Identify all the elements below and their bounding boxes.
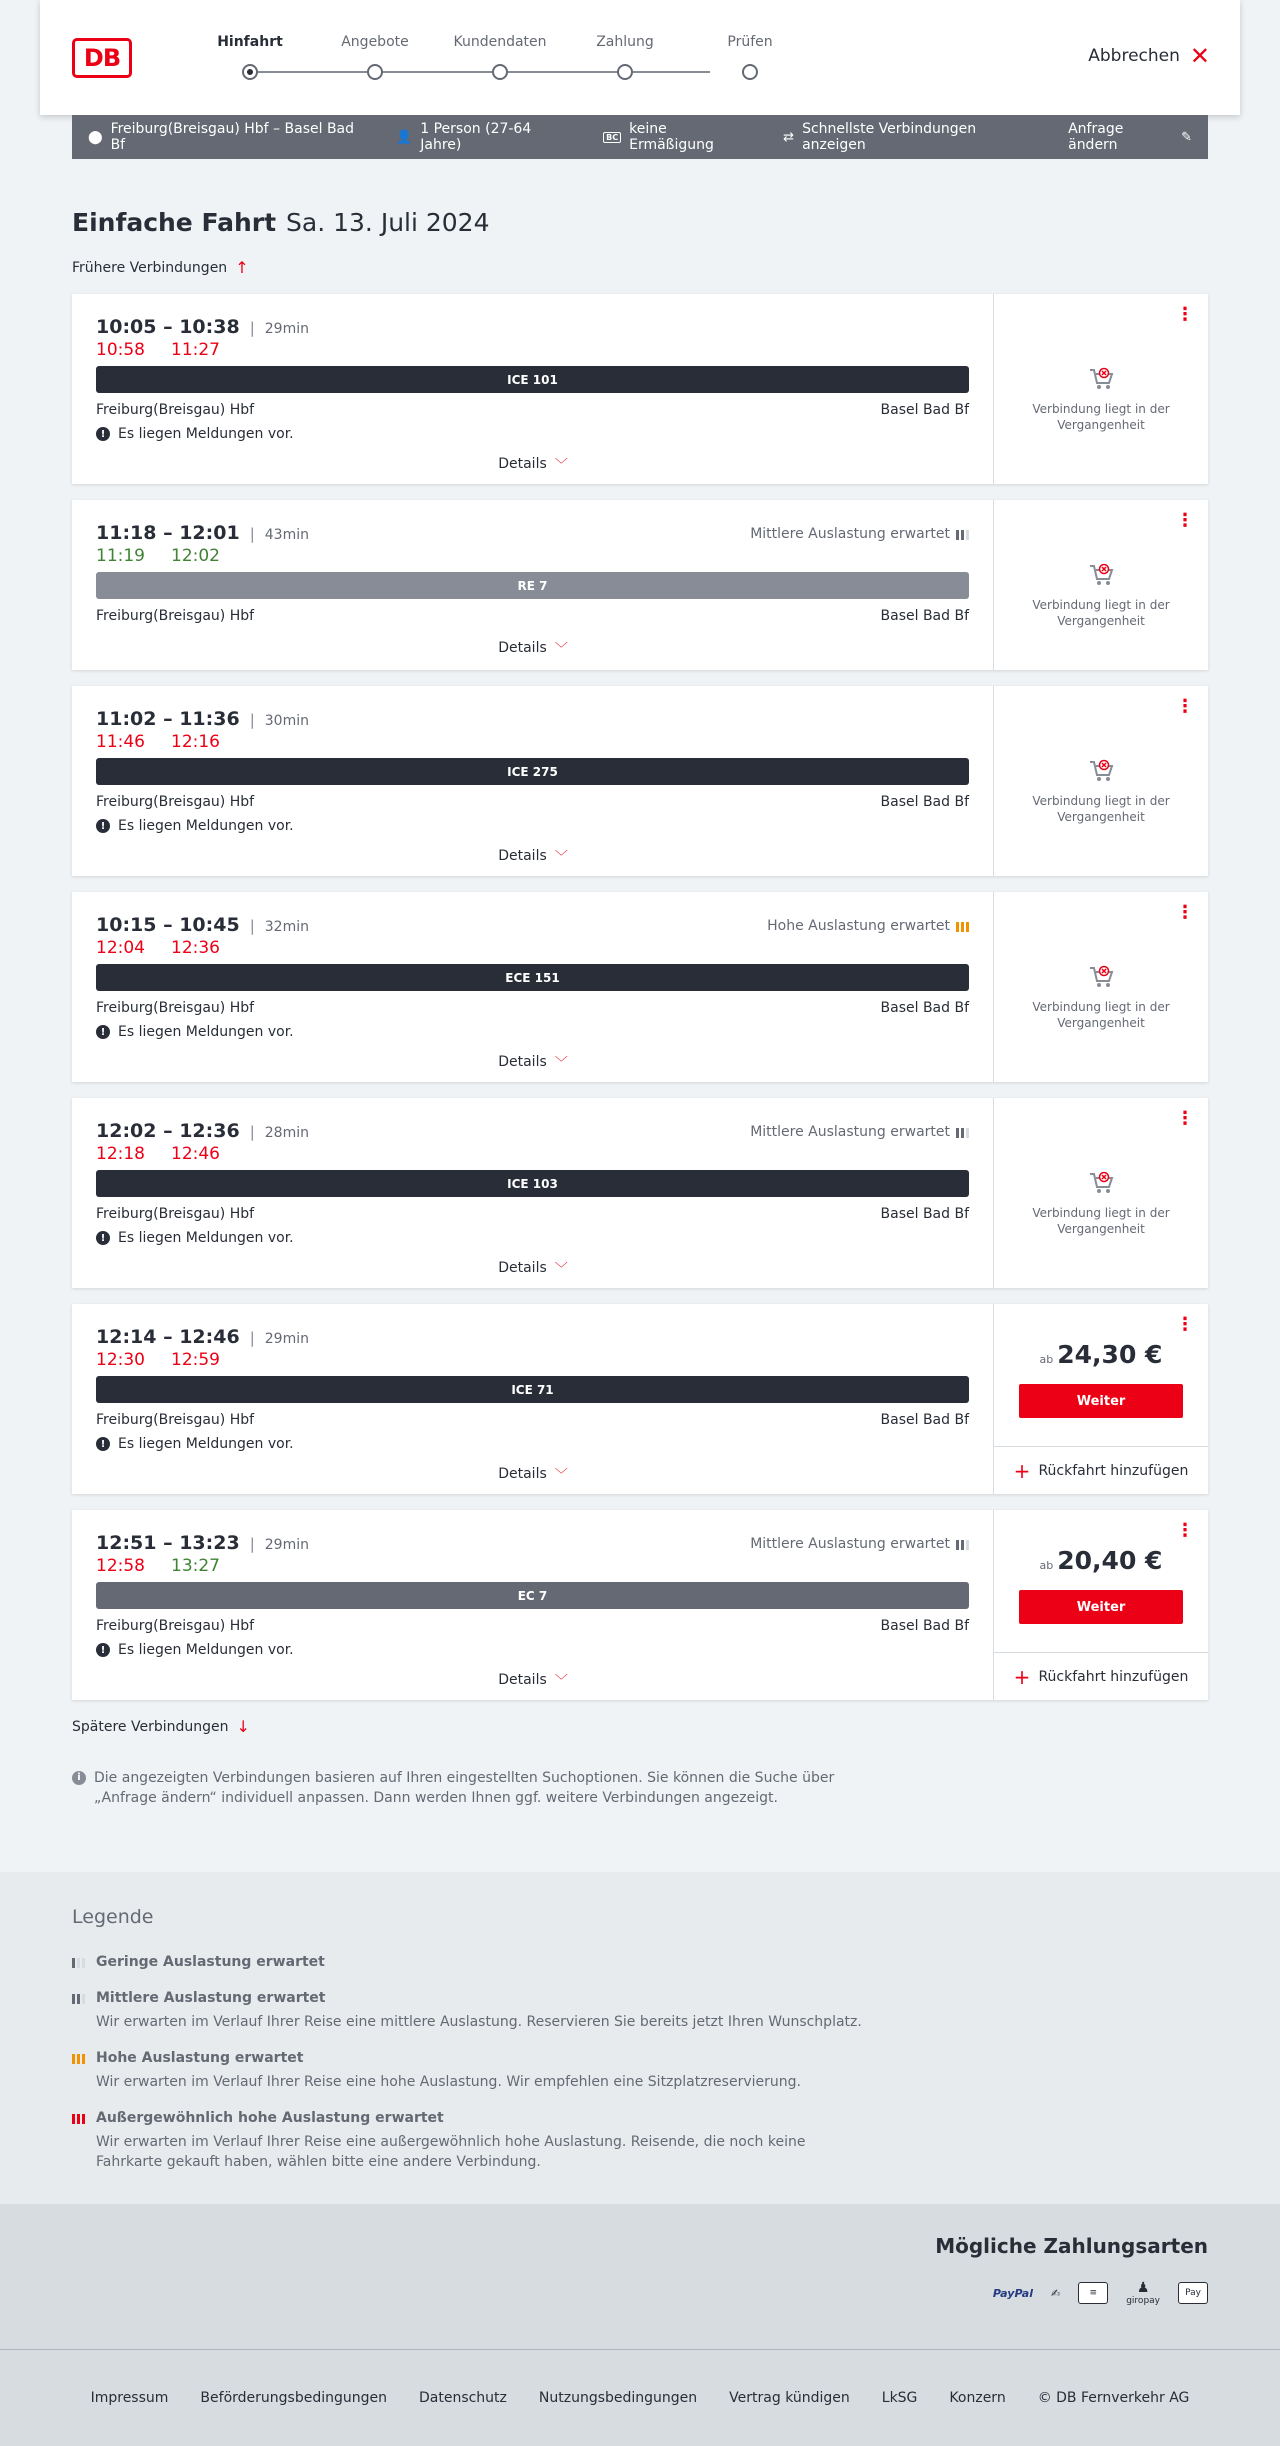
info-text: Die angezeigten Verbindungen basieren auf Ihren eingestellten Suchoptionen. Sie können die Suche über „Anfrage ändern“ individuell anpassen. Dann werden Ihnen ggf. weitere Verbindungen angezeigt. — [94, 1770, 835, 1806]
plus-icon: + — [1013, 1664, 1031, 1689]
details-toggle[interactable] — [72, 638, 994, 657]
step-label: Zahlung — [596, 34, 654, 50]
chevron-down-icon: ﹀ — [554, 1674, 568, 1689]
realtime-arrival: 12:16 — [171, 732, 220, 752]
time-range: 12:02 – 12:36 — [96, 1120, 240, 1142]
origin-station: Freiburg(Breisgau) Hbf — [96, 1618, 255, 1634]
separator: | — [249, 711, 255, 729]
connection-card[interactable] — [72, 500, 1208, 670]
exclamation-icon: ! — [96, 1437, 110, 1451]
past-connection-notice: Verbindung liegt in der Vergangenheit — [1032, 402, 1170, 432]
footer-links — [0, 2390, 1280, 2406]
details-toggle[interactable] — [72, 1670, 994, 1689]
load-mid-icon — [956, 1538, 969, 1550]
details-toggle[interactable] — [72, 1052, 994, 1071]
realtime-departure: 11:19 — [96, 546, 145, 566]
step-angebote — [315, 34, 435, 50]
trip-type: Einfache Fahrt — [72, 208, 277, 237]
connection-details-panel — [72, 686, 994, 876]
step-dot — [492, 64, 508, 80]
load-indicator — [750, 1124, 969, 1140]
add-return-button[interactable] — [994, 1652, 1208, 1700]
scheduled-times — [96, 316, 309, 338]
arrow-down-icon: ↓ — [236, 1717, 250, 1736]
separator: | — [249, 319, 255, 337]
footer-link-befoerderung[interactable]: Beförderungsbedingungen — [200, 2390, 387, 2406]
origin-station: Freiburg(Breisgau) Hbf — [96, 1000, 255, 1016]
realtime-arrival: 13:27 — [171, 1556, 220, 1576]
separator: | — [249, 1329, 255, 1347]
footer-link-konzern[interactable]: Konzern — [949, 2390, 1006, 2406]
train-bar[interactable]: ICE 71 — [96, 1376, 969, 1403]
pencil-icon: ✎ — [1181, 129, 1192, 145]
duration: 29min — [264, 321, 309, 337]
stations — [96, 608, 969, 624]
continue-button[interactable]: Weiter — [1019, 1590, 1183, 1624]
realtime-departure: 12:30 — [96, 1350, 145, 1370]
realtime-arrival: 12:02 — [171, 546, 220, 566]
cart-unavailable-icon — [1087, 963, 1115, 991]
message-text: Es liegen Meldungen vor. — [118, 818, 294, 834]
legend-item-high — [72, 2050, 872, 2092]
message-notice — [96, 1642, 294, 1658]
route-text: Freiburg(Breisgau) Hbf – Basel Bad Bf — [110, 121, 355, 153]
connection-details-panel — [72, 1304, 994, 1494]
realtime-times — [96, 546, 220, 566]
connection-details-panel — [72, 500, 994, 670]
step-label: Angebote — [341, 34, 409, 50]
load-text: Hohe Auslastung erwartet — [767, 918, 950, 934]
earlier-connections-link[interactable] — [72, 258, 249, 277]
payment-logos — [993, 2280, 1208, 2306]
details-label: Details — [498, 639, 547, 656]
message-notice — [96, 426, 294, 442]
time-range: 12:51 – 13:23 — [96, 1532, 240, 1554]
chevron-down-icon: ﹀ — [554, 1262, 568, 1277]
load-indicator — [767, 918, 969, 934]
details-label: Details — [498, 1259, 547, 1276]
realtime-arrival: 12:36 — [171, 938, 220, 958]
giropay-label: giropay — [1126, 2296, 1160, 2306]
destination-station: Basel Bad Bf — [880, 1000, 969, 1016]
more-options-icon[interactable]: ⋮ — [1176, 696, 1194, 717]
train-bar[interactable]: ECE 151 — [96, 964, 969, 991]
exclamation-icon: ! — [96, 1643, 110, 1657]
swap-icon: ⇄ — [783, 129, 795, 145]
more-options-icon[interactable]: ⋮ — [1176, 304, 1194, 325]
message-text: Es liegen Meldungen vor. — [118, 1230, 294, 1246]
realtime-departure: 12:04 — [96, 938, 145, 958]
load-text: Mittlere Auslastung erwartet — [750, 1536, 950, 1552]
realtime-departure: 12:18 — [96, 1144, 145, 1164]
load-indicator — [750, 526, 969, 542]
destination-station: Basel Bad Bf — [880, 402, 969, 418]
price-value: 24,30 € — [1057, 1340, 1163, 1369]
legend-item-title: Hohe Auslastung erwartet — [96, 2050, 304, 2066]
details-toggle[interactable] — [72, 454, 994, 473]
continue-button[interactable]: Weiter — [1019, 1384, 1183, 1418]
realtime-departure: 10:58 — [96, 340, 145, 360]
message-text: Es liegen Meldungen vor. — [118, 426, 294, 442]
time-range: 10:15 – 10:45 — [96, 914, 240, 936]
scheduled-times — [96, 1120, 309, 1142]
legend-item-extreme — [72, 2110, 872, 2172]
message-notice — [96, 818, 294, 834]
footer-link-kuendigen[interactable]: Vertrag kündigen — [729, 2390, 850, 2406]
later-label: Spätere Verbindungen — [72, 1718, 229, 1735]
stations — [96, 1206, 969, 1222]
person-icon: 👤 — [396, 129, 413, 145]
train-bar[interactable]: ICE 275 — [96, 758, 969, 785]
persons-info — [396, 121, 571, 153]
scheduled-times — [96, 522, 309, 544]
legend-item-low — [72, 1954, 872, 1970]
offer-panel — [994, 892, 1208, 1082]
price-prefix: ab — [1039, 1353, 1054, 1366]
exclamation-icon: ! — [96, 1231, 110, 1245]
cart-unavailable-icon — [1087, 757, 1115, 785]
destination-station: Basel Bad Bf — [880, 1206, 969, 1222]
load-mid-icon — [72, 1992, 85, 2004]
later-connections-link[interactable] — [72, 1717, 250, 1736]
offer-panel — [994, 1304, 1208, 1494]
footer-copyright: © DB Fernverkehr AG — [1037, 2390, 1190, 2406]
connection-details-panel — [72, 294, 994, 484]
legend-item-desc: Wir erwarten im Verlauf Ihrer Reise eine mittlere Auslastung. Reservieren Sie bereits jetzt Ihren Wunschplatz. — [96, 2014, 862, 2030]
scheduled-times — [96, 1326, 309, 1348]
message-notice — [96, 1024, 294, 1040]
load-high-icon — [72, 2052, 85, 2064]
footer-link-lksg[interactable]: LkSG — [881, 2390, 918, 2406]
load-high-icon — [956, 920, 969, 932]
offer-panel — [994, 1510, 1208, 1700]
legend-item-desc: Wir erwarten im Verlauf Ihrer Reise eine außergewöhnlich hohe Auslastung. Reisende, die noch keine Fahrkarte gekauft haben, wählen bitte eine andere Verbindung. — [96, 2134, 806, 2170]
legend-item-title: Mittlere Auslastung erwartet — [96, 1990, 326, 2006]
fastest-text: Schnellste Verbindungen anzeigen — [802, 121, 977, 153]
scheduled-times — [96, 914, 309, 936]
step-pruefen — [690, 34, 810, 50]
cart-unavailable-icon — [1087, 561, 1115, 589]
persons-text: 1 Person (27-64 Jahre) — [420, 121, 532, 153]
discount-info — [603, 121, 751, 153]
scheduled-times — [96, 708, 309, 730]
price-prefix: ab — [1039, 1559, 1054, 1572]
booking-stepper — [210, 34, 773, 84]
connection-details-panel — [72, 1098, 994, 1288]
details-label: Details — [498, 455, 547, 472]
realtime-departure: 12:58 — [96, 1556, 145, 1576]
stations — [96, 1412, 969, 1428]
step-label: Kundendaten — [453, 34, 547, 50]
location-pin-icon: ⬤ — [88, 129, 103, 145]
price — [994, 1340, 1208, 1369]
separator: | — [249, 525, 255, 543]
payment-methods-section — [0, 2204, 1280, 2349]
trip-date: Sa. 13. Juli 2024 — [286, 208, 490, 237]
details-label: Details — [498, 1465, 547, 1482]
step-label: Hinfahrt — [217, 34, 283, 50]
plus-icon: + — [1013, 1458, 1031, 1483]
duration: 32min — [264, 919, 309, 935]
search-info-note — [72, 1768, 862, 1808]
step-kundendaten — [440, 34, 560, 50]
separator: | — [249, 1123, 255, 1141]
past-connection-notice: Verbindung liegt in der Vergangenheit — [1032, 1206, 1170, 1236]
paypal-logo: PayPal — [992, 2286, 1033, 2300]
footer — [0, 2349, 1280, 2446]
origin-station: Freiburg(Breisgau) Hbf — [96, 1412, 255, 1428]
realtime-arrival: 12:59 — [171, 1350, 220, 1370]
message-notice — [96, 1436, 294, 1452]
origin-station: Freiburg(Breisgau) Hbf — [96, 608, 255, 624]
chevron-down-icon: ﹀ — [554, 1468, 568, 1483]
sepa-icon: ≡ — [1078, 2282, 1108, 2304]
db-logo[interactable]: DB — [72, 38, 132, 78]
load-extreme-icon — [72, 2112, 85, 2124]
chevron-down-icon: ﹀ — [554, 1056, 568, 1071]
realtime-times — [96, 732, 220, 752]
legend-item-desc: Wir erwarten im Verlauf Ihrer Reise eine hohe Auslastung. Wir empfehlen eine Sitzplatzreservierung. — [96, 2074, 801, 2090]
payment-methods-title: Mögliche Zahlungsarten — [935, 2234, 1208, 2258]
connection-card[interactable] — [72, 686, 1208, 876]
train-bar[interactable]: EC 7 — [96, 1582, 969, 1609]
separator: | — [249, 917, 255, 935]
add-return-button[interactable] — [994, 1446, 1208, 1494]
details-toggle[interactable] — [72, 846, 994, 865]
separator: | — [249, 1535, 255, 1553]
connection-card[interactable] — [72, 1304, 1208, 1494]
step-dot — [742, 64, 758, 80]
scheduled-times — [96, 1532, 309, 1554]
stepper-line — [250, 71, 710, 73]
destination-station: Basel Bad Bf — [880, 794, 969, 810]
offer-panel — [994, 1098, 1208, 1288]
connection-card[interactable] — [72, 1098, 1208, 1288]
price-value: 20,40 € — [1057, 1546, 1163, 1575]
duration: 29min — [264, 1537, 309, 1553]
realtime-arrival: 11:27 — [171, 340, 220, 360]
legend-section — [0, 1872, 1280, 2204]
earlier-label: Frühere Verbindungen — [72, 259, 228, 276]
close-icon: ✕ — [1189, 42, 1210, 70]
message-text: Es liegen Meldungen vor. — [118, 1436, 294, 1452]
add-return-label: Rückfahrt hinzufügen — [1038, 1668, 1189, 1685]
discount-text: keine Ermäßigung — [629, 121, 714, 153]
cancel-label: Abbrechen — [1088, 46, 1180, 66]
time-range: 12:14 – 12:46 — [96, 1326, 240, 1348]
message-text: Es liegen Meldungen vor. — [118, 1642, 294, 1658]
details-label: Details — [498, 1053, 547, 1070]
duration: 30min — [264, 713, 309, 729]
realtime-departure: 11:46 — [96, 732, 145, 752]
connection-card[interactable] — [72, 1510, 1208, 1700]
footer-link-impressum[interactable]: Impressum — [90, 2390, 169, 2406]
destination-station: Basel Bad Bf — [880, 1618, 969, 1634]
details-toggle[interactable] — [72, 1464, 994, 1483]
realtime-times — [96, 1350, 220, 1370]
direct-debit-icon: ✍ — [1051, 2286, 1061, 2300]
load-text: Mittlere Auslastung erwartet — [750, 526, 950, 542]
apple-pay-logo — [1178, 2282, 1208, 2304]
legend-item-title: Geringe Auslastung erwartet — [96, 1954, 325, 1970]
legend-title: Legende — [72, 1906, 154, 1928]
load-text: Mittlere Auslastung erwartet — [750, 1124, 950, 1140]
train-bar[interactable]: ICE 103 — [96, 1170, 969, 1197]
destination-station: Basel Bad Bf — [880, 1412, 969, 1428]
footer-link-datenschutz[interactable]: Datenschutz — [418, 2390, 507, 2406]
step-dot — [242, 64, 258, 80]
duration: 29min — [264, 1331, 309, 1347]
origin-station: Freiburg(Breisgau) Hbf — [96, 794, 255, 810]
stations — [96, 402, 969, 418]
more-options-icon[interactable]: ⋮ — [1176, 510, 1194, 531]
load-mid-icon — [956, 528, 969, 540]
giropay-logo: ♟ giropay — [1126, 2280, 1160, 2306]
cart-unavailable-icon — [1087, 1169, 1115, 1197]
price — [994, 1546, 1208, 1575]
step-label: Prüfen — [727, 34, 773, 50]
change-request-label: Anfrage ändern — [1068, 121, 1124, 153]
destination-station: Basel Bad Bf — [880, 608, 969, 624]
past-connection-notice: Verbindung liegt in der Vergangenheit — [1032, 794, 1170, 824]
arrow-up-icon: ↑ — [235, 258, 249, 277]
origin-station: Freiburg(Breisgau) Hbf — [96, 402, 255, 418]
origin-station: Freiburg(Breisgau) Hbf — [96, 1206, 255, 1222]
add-return-label: Rückfahrt hinzufügen — [1038, 1462, 1189, 1479]
details-label: Details — [498, 847, 547, 864]
realtime-times — [96, 1556, 220, 1576]
exclamation-icon: ! — [96, 819, 110, 833]
apple-pay-label: Pay — [1185, 2288, 1201, 2298]
past-connection-notice: Verbindung liegt in der Vergangenheit — [1032, 598, 1170, 628]
chevron-down-icon: ﹀ — [554, 850, 568, 865]
duration: 43min — [264, 527, 309, 543]
train-bar[interactable]: ICE 101 — [96, 366, 969, 393]
legend-item-title: Außergewöhnlich hohe Auslastung erwartet — [96, 2110, 444, 2126]
fastest-info — [783, 121, 1036, 153]
load-mid-icon — [956, 1126, 969, 1138]
chevron-down-icon: ﹀ — [554, 642, 568, 657]
more-options-icon[interactable]: ⋮ — [1176, 1108, 1194, 1129]
connection-details-panel — [72, 1510, 994, 1700]
message-notice — [96, 1230, 294, 1246]
request-bar — [72, 115, 1208, 159]
message-text: Es liegen Meldungen vor. — [118, 1024, 294, 1040]
chevron-down-icon: ﹀ — [554, 458, 568, 473]
time-range: 11:18 – 12:01 — [96, 522, 240, 544]
cancel-button[interactable] — [1088, 42, 1210, 70]
realtime-times — [96, 340, 220, 360]
realtime-arrival: 12:46 — [171, 1144, 220, 1164]
connection-card[interactable] — [72, 892, 1208, 1082]
realtime-times — [96, 938, 220, 958]
change-request-button[interactable] — [1068, 121, 1192, 153]
step-dot — [617, 64, 633, 80]
step-dot — [367, 64, 383, 80]
more-options-icon[interactable]: ⋮ — [1176, 902, 1194, 923]
legend-item-mid — [72, 1990, 872, 2032]
step-zahlung — [565, 34, 685, 50]
step-hinfahrt — [190, 34, 310, 50]
cart-unavailable-icon — [1087, 365, 1115, 393]
more-options-icon[interactable]: ⋮ — [1176, 1520, 1194, 1541]
bahncard-icon: BC — [603, 132, 621, 143]
connection-card[interactable] — [72, 294, 1208, 484]
more-options-icon[interactable]: ⋮ — [1176, 1314, 1194, 1335]
time-range: 11:02 – 11:36 — [96, 708, 240, 730]
load-low-icon — [72, 1956, 85, 1968]
stations — [96, 794, 969, 810]
exclamation-icon: ! — [96, 1025, 110, 1039]
exclamation-icon: ! — [96, 427, 110, 441]
info-icon: i — [72, 1771, 86, 1785]
stations — [96, 1000, 969, 1016]
page-title — [72, 208, 490, 237]
past-connection-notice: Verbindung liegt in der Vergangenheit — [1032, 1000, 1170, 1030]
footer-link-nutzung[interactable]: Nutzungsbedingungen — [538, 2390, 698, 2406]
details-toggle[interactable] — [72, 1258, 994, 1277]
offer-panel — [994, 686, 1208, 876]
stations — [96, 1618, 969, 1634]
duration: 28min — [264, 1125, 309, 1141]
route-info — [88, 121, 364, 153]
train-bar[interactable]: RE 7 — [96, 572, 969, 599]
connection-details-panel — [72, 892, 994, 1082]
realtime-times — [96, 1144, 220, 1164]
load-indicator — [750, 1536, 969, 1552]
offer-panel — [994, 294, 1208, 484]
time-range: 10:05 – 10:38 — [96, 316, 240, 338]
offer-panel — [994, 500, 1208, 670]
header — [40, 0, 1240, 115]
details-label: Details — [498, 1671, 547, 1688]
